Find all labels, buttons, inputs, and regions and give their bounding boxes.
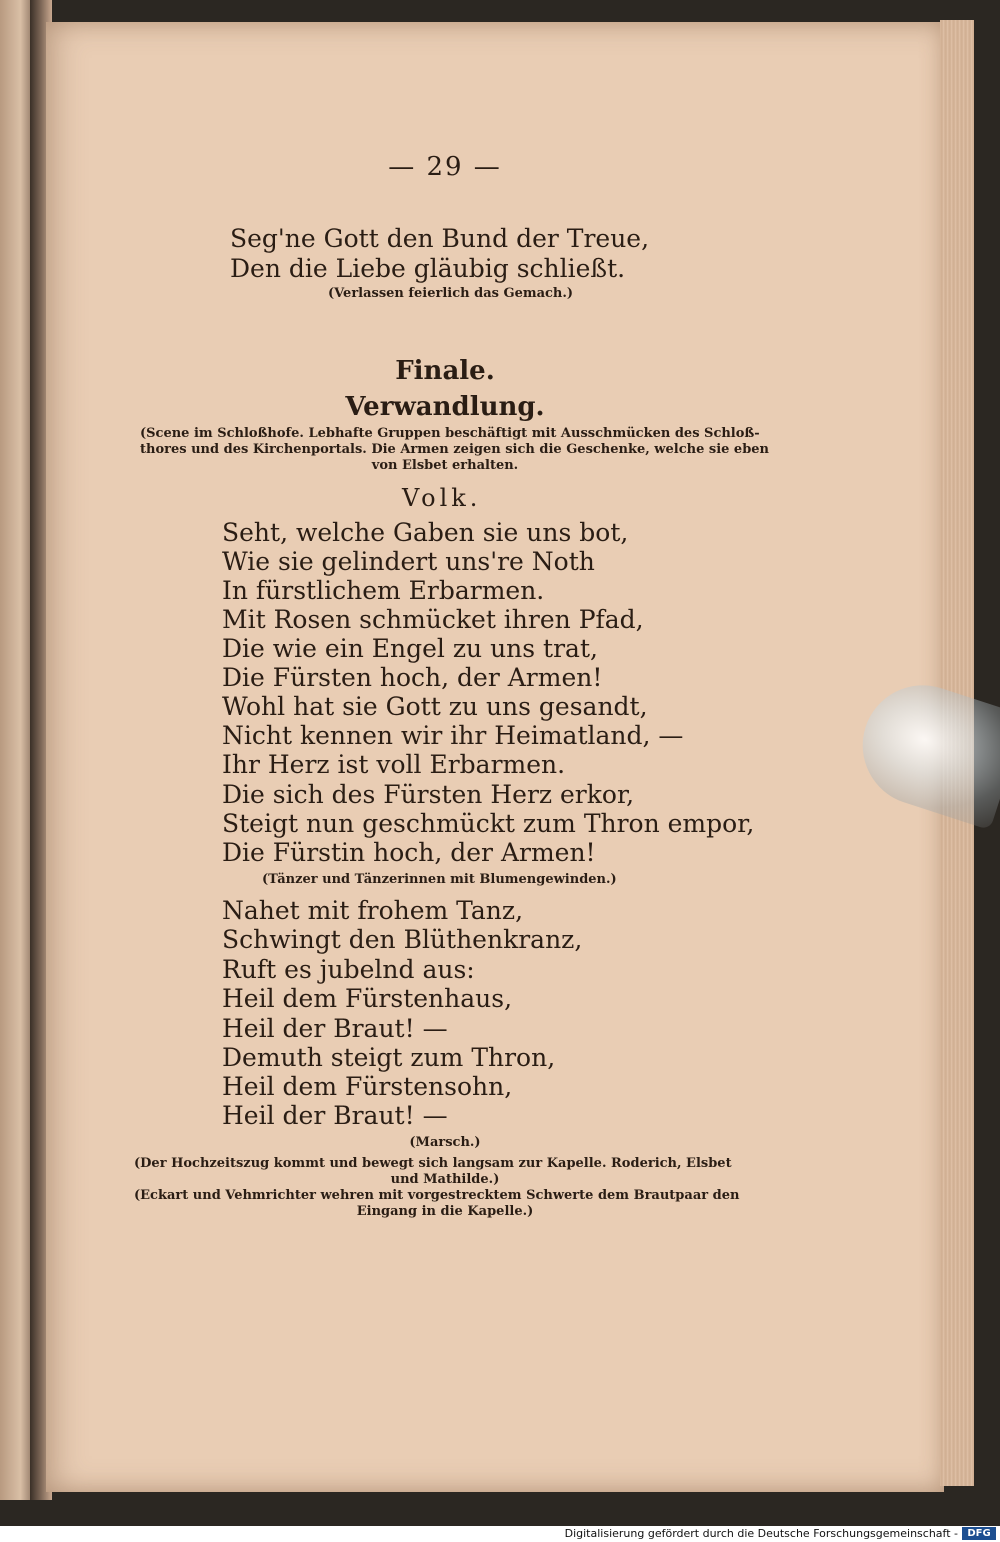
verse-line: Seht, welche Gaben sie uns bot, (222, 518, 629, 547)
verse-line: Heil der Braut! — (222, 1014, 448, 1043)
verse-line: Die sich des Fürsten Herz erkor, (222, 780, 635, 809)
verse-line: Nahet mit frohem Tanz, (222, 896, 524, 925)
stage-direction: Eingang in die Kapelle.) (356, 1204, 534, 1219)
stage-direction: (Tänzer und Tänzerinnen mit Blumengewinden.) (262, 872, 617, 887)
verse-line: Seg'ne Gott den Bund der Treue, (230, 224, 650, 253)
verse-line: Die Fürsten hoch, der Armen! (222, 663, 603, 692)
verse-line: Die Fürstin hoch, der Armen! (222, 838, 596, 867)
verse-line: Steigt nun geschmückt zum Thron empor, (222, 809, 755, 838)
verse-line: Den die Liebe gläubig schließt. (230, 254, 626, 283)
verse-line: Heil dem Fürstenhaus, (222, 984, 513, 1013)
stage-direction: (Marsch.) (409, 1135, 481, 1150)
funding-credit: Digitalisierung gefördert durch die Deutsche Forschungsgemeinschaft - (564, 1527, 958, 1540)
verse-line: Demuth steigt zum Thron, (222, 1043, 556, 1072)
verse-line: Mit Rosen schmücket ihren Pfad, (222, 605, 644, 634)
verse-line: Nicht kennen wir ihr Heimatland, — (222, 721, 684, 750)
stage-direction: (Verlassen feierlich das Gemach.) (328, 286, 574, 301)
verse-line: Wie sie gelindert uns're Noth (222, 547, 595, 576)
verse-line: Wohl hat sie Gott zu uns gesandt, (222, 692, 648, 721)
stage-direction: (Scene im Schloßhofe. Lebhafte Gruppen beschäftigt mit Ausschmücken des Schloß- (140, 426, 760, 441)
stage-direction: von Elsbet erhalten. (371, 458, 519, 473)
verse-line: Ruft es jubelnd aus: (222, 955, 475, 984)
stage-direction: und Mathilde.) (390, 1172, 500, 1187)
page-number: — 29 — (388, 152, 502, 182)
verse-line: Heil dem Fürstensohn, (222, 1072, 513, 1101)
verse-line: Ihr Herz ist voll Erbarmen. (222, 750, 566, 779)
verse-line: Schwingt den Blüthenkranz, (222, 925, 583, 954)
speaker-name: Volk. (402, 484, 482, 512)
stage-direction: (Eckart und Vehmrichter wehren mit vorgestrecktem Schwerte dem Brautpaar den (134, 1188, 740, 1203)
dfg-logo: DFG (962, 1527, 996, 1540)
verse-line: Die wie ein Engel zu uns trat, (222, 634, 598, 663)
stage-direction: thores und des Kirchenportals. Die Armen zeigen sich die Geschenke, welche sie eben (140, 442, 770, 457)
heading-finale: Finale. (395, 356, 495, 386)
heading-verwandlung: Verwandlung. (345, 392, 545, 422)
verse-line: Heil der Braut! — (222, 1101, 448, 1130)
verse-line: In fürstlichem Erbarmen. (222, 576, 545, 605)
digitization-footer (0, 1526, 1000, 1542)
stage-direction: (Der Hochzeitszug kommt und bewegt sich langsam zur Kapelle. Roderich, Elsbet (134, 1156, 732, 1171)
